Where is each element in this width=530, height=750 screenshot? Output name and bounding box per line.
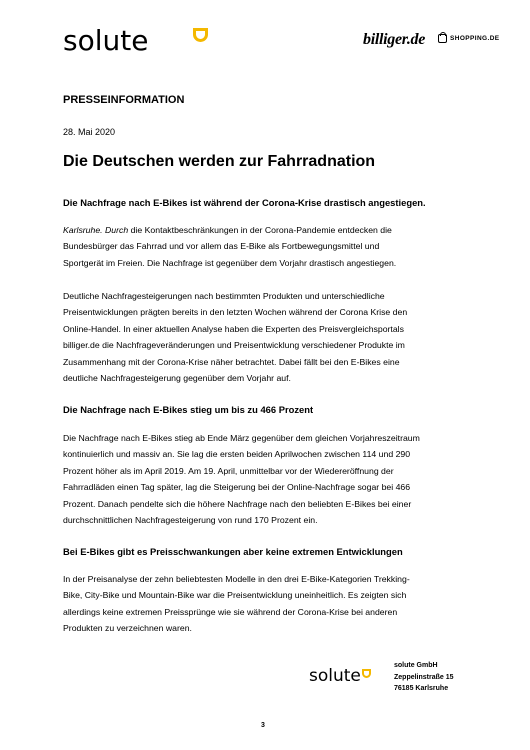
page-number: 3 xyxy=(261,722,265,729)
solute-logo-text: solute xyxy=(63,24,149,57)
footer-address xyxy=(394,660,454,695)
paragraph-4 xyxy=(63,571,473,637)
page-title: Die Deutschen werden zur Fahrradnation xyxy=(63,153,376,170)
paragraph-3-line: Prozent. Danach pendelte sich die höhere Nachfrage nach den beliebten E-Bikes bei einer xyxy=(63,498,412,509)
shopping-logo-text: SHOPPING.DE xyxy=(450,35,500,42)
paragraph-2-line: deutliche Nachfragesteigerung gegenüber dem Vorjahr auf. xyxy=(63,373,291,384)
paragraph-2-line: billiger.de die Nachfrageveränderungen und Preisentwicklung verschiedener Produkte im xyxy=(63,340,405,351)
shopping-bag-icon xyxy=(438,34,447,43)
paragraph-3-line: Prozent höher als im April 2019. Am 19. April, unmittelbar vor der Wiedereröffnung der xyxy=(63,465,394,476)
paragraph-2-line: Zusammenhang mit der Corona-Krise näher betrachtet. Dabei fällt bei den E-Bikes eine xyxy=(63,356,400,367)
paragraph-3-line: Die Nachfrage nach E-Bikes stieg ab Ende März gegenüber dem gleichen Vorjahreszeitraum xyxy=(63,433,420,443)
solute-logo xyxy=(63,24,148,58)
paragraph-3-line: Fahrradläden einen Tag später, lag die Steigerung bei der Online-Nachfrage sogar bei 466 xyxy=(63,482,411,493)
document-date: 28. Mai 2020 xyxy=(63,127,116,137)
footer-company: solute GmbH xyxy=(394,662,438,669)
paragraph-4-line: In der Preisanalyse der zehn beliebtesten Modelle in den drei E-Bike-Kategorien Trekking- xyxy=(63,574,410,584)
paragraph-1-line: Bundesbürger das Fahrrad und vor allem das E-Bike als Fortbewegungsmittel und xyxy=(63,241,380,252)
paragraph-3 xyxy=(63,430,473,528)
shopping-logo xyxy=(438,34,500,43)
paragraph-2 xyxy=(63,288,473,386)
paragraph-4-line: allerdings keine extremen Preissprünge wie sie während der Corona-Krise bei anderen xyxy=(63,606,398,617)
paragraph-1-line: Sportgerät im Freien. Die Nachfrage ist gegenüber dem Vorjahr drastisch angestiegen. xyxy=(63,257,397,268)
paragraph-2-line: Online-Handel. In einer aktuellen Analyse haben die Experten des Preisvergleichsportals xyxy=(63,323,404,334)
solute-logo-mark-icon xyxy=(193,28,208,42)
footer-solute-logo xyxy=(309,668,371,685)
document-label: PRESSEINFORMATION xyxy=(63,94,185,106)
footer-street: Zeppelinstraße 15 xyxy=(394,673,454,681)
paragraph-1 xyxy=(63,222,473,271)
paragraph-2-line: Preisentwicklungen prägten bereits in den letzten Wochen während der Corona Krise den xyxy=(63,307,408,318)
place-text: Karlsruhe. Durch xyxy=(63,225,129,235)
footer-logo-mark-icon xyxy=(362,669,371,678)
subtitle-2: Die Nachfrage nach E-Bikes stieg um bis zu 466 Prozent xyxy=(63,404,314,415)
subtitle-1: Die Nachfrage nach E-Bikes ist während der Corona-Krise drastisch angestiegen. xyxy=(63,197,426,208)
paragraph-4-line: Bike, City-Bike und Mountain-Bike war die Preisentwicklung uneinheitlich. Es zeigten sich xyxy=(63,590,407,601)
subtitle-3: Bei E-Bikes gibt es Preisschwankungen aber keine extremen Entwicklungen xyxy=(63,546,403,557)
paragraph-1-line: Karlsruhe. Durch die Kontaktbeschränkungen in der Corona-Pandemie entdecken die xyxy=(63,225,392,235)
paragraph-2-line: Deutliche Nachfragesteigerungen nach bestimmten Produkten und unterschiedliche xyxy=(63,291,385,301)
billiger-logo: billiger.de xyxy=(363,31,426,48)
paragraph-3-line: durchschnittlichen Nachfragesteigerung von rund 170 Prozent ein. xyxy=(63,515,318,526)
footer-logo-text: solute xyxy=(309,666,361,686)
footer-city: 76185 Karlsruhe xyxy=(394,685,449,692)
paragraph-3-line: kontinuierlich und massiv an. Sie lag die ersten beiden Aprilwochen zwischen 114 und 290 xyxy=(63,449,411,460)
paragraph-4-line: Produkten zu verzeichnen waren. xyxy=(63,623,192,634)
